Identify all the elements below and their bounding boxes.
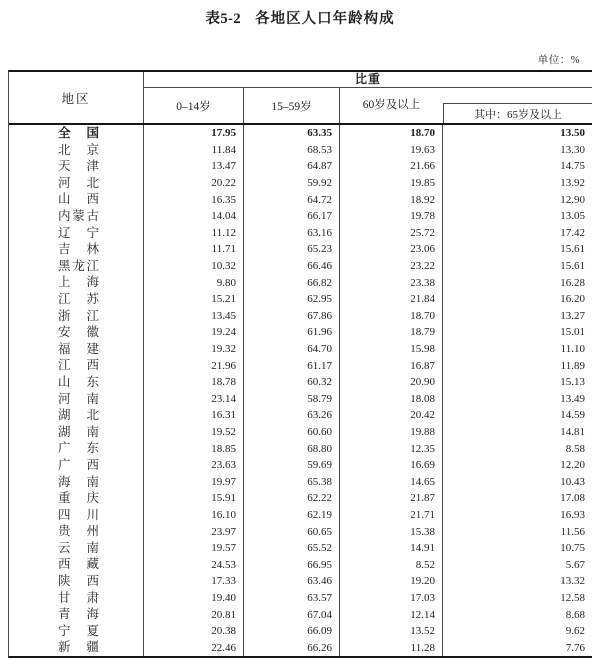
value-cell: 13.52: [340, 623, 443, 640]
region-cell: [9, 225, 144, 242]
value-cell: 7.76: [565, 641, 585, 654]
value-cell: 13.05: [560, 210, 585, 223]
value-cell: 20.42: [340, 407, 443, 424]
region-cell: [9, 341, 144, 358]
value-cell: 63.26: [244, 407, 340, 424]
table-row: [9, 623, 592, 640]
value-cell: 18.78: [144, 374, 244, 391]
region-name: 四川: [58, 507, 99, 522]
value-cell: 13.45: [144, 308, 244, 325]
value-cell: 16.31: [144, 407, 244, 424]
region-name: 浙江: [58, 308, 99, 323]
value-cell: 21.96: [144, 357, 244, 374]
value-cell: 19.57: [144, 540, 244, 557]
value-cell: 68.53: [244, 142, 340, 159]
value-cell: 19.52: [144, 424, 244, 441]
value-cell: 60.65: [244, 523, 340, 540]
region-name: 重庆: [58, 491, 99, 506]
value-cell: 66.82: [244, 274, 340, 291]
value-cell: 20.81: [144, 606, 244, 623]
region-cell: [9, 158, 144, 175]
table-row: [9, 391, 592, 408]
table-row: [9, 573, 592, 590]
value-cell: 10.43: [560, 475, 585, 488]
region-cell: [9, 142, 144, 159]
value-cell: 14.04: [144, 208, 244, 225]
value-cell: 16.87: [340, 357, 443, 374]
value-cell: 20.90: [340, 374, 443, 391]
table-row: [9, 540, 592, 557]
value-cell: 65.52: [244, 540, 340, 557]
value-cell: 65.38: [244, 473, 340, 490]
value-cell: 19.40: [144, 590, 244, 607]
value-cell: 12.90: [560, 193, 585, 206]
value-cell: 14.81: [560, 425, 585, 438]
value-cell: 68.80: [244, 440, 340, 457]
value-cell: 5.67: [565, 558, 585, 571]
value-cell: 23.97: [144, 523, 244, 540]
value-cell: 17.03: [340, 590, 443, 607]
value-cell: 10.75: [560, 542, 585, 555]
value-cell: 14.59: [560, 409, 585, 422]
region-name: 河南: [58, 391, 99, 406]
value-cell: 67.04: [244, 606, 340, 623]
region-name: 广西: [58, 457, 99, 472]
col-header-age-0-14: 0–14岁: [144, 88, 244, 123]
value-cell: 63.35: [244, 125, 340, 142]
value-cell: 13.27: [560, 309, 585, 322]
region-cell: [9, 440, 144, 457]
region-cell: [9, 507, 144, 524]
value-cell: 18.85: [144, 440, 244, 457]
value-cell: 61.17: [244, 357, 340, 374]
value-cell: 11.71: [144, 241, 244, 258]
value-cell: 11.56: [560, 525, 585, 538]
value-cell: 25.72: [340, 225, 443, 242]
region-cell: [9, 457, 144, 474]
value-cell: 59.69: [244, 457, 340, 474]
value-cell: 17.08: [560, 492, 585, 505]
table-row: [9, 357, 592, 374]
value-cell: 15.21: [144, 291, 244, 308]
region-cell: [9, 125, 144, 142]
region-cell: [9, 606, 144, 623]
value-cell: 12.20: [560, 459, 585, 472]
value-cell: 12.35: [340, 440, 443, 457]
value-cell: 15.98: [340, 341, 443, 358]
region-name: 海南: [58, 474, 99, 489]
value-cell: 20.22: [144, 175, 244, 192]
region-cell: [9, 473, 144, 490]
value-cell: 21.87: [340, 490, 443, 507]
value-cell: 12.14: [340, 606, 443, 623]
value-cell: 66.46: [244, 258, 340, 275]
region-name: 云南: [58, 540, 99, 555]
table-row: [9, 440, 592, 457]
region-cell: [9, 308, 144, 325]
region-cell: [9, 490, 144, 507]
region-name: 江苏: [58, 291, 99, 306]
value-cell: 63.46: [244, 573, 340, 590]
sub-header-row: [144, 88, 592, 123]
value-cell: 23.14: [144, 391, 244, 408]
region-cell: [9, 523, 144, 540]
value-cell: 9.80: [144, 274, 244, 291]
value-cell: 12.58: [560, 591, 585, 604]
value-cell: 63.16: [244, 225, 340, 242]
value-cell: 19.32: [144, 341, 244, 358]
table-body: [9, 125, 592, 656]
value-cell: 66.17: [244, 208, 340, 225]
value-cell: 15.91: [144, 490, 244, 507]
statistics-table: [8, 70, 592, 658]
table-row: [9, 606, 592, 623]
value-cell: 13.47: [144, 158, 244, 175]
value-cell: 8.68: [565, 608, 585, 621]
value-cell: 23.38: [340, 274, 443, 291]
region-cell: [9, 291, 144, 308]
value-cell: 61.96: [244, 324, 340, 341]
value-cell: 17.33: [144, 573, 244, 590]
region-name: 辽宁: [58, 225, 99, 240]
region-cell: [9, 590, 144, 607]
table-row: [9, 258, 592, 275]
value-cell: 13.50: [560, 127, 585, 140]
value-cell: 13.32: [560, 575, 585, 588]
region-name: 陕西: [58, 574, 99, 589]
region-name: 北京: [58, 142, 99, 157]
region-cell: [9, 424, 144, 441]
table-row: [9, 556, 592, 573]
value-cell: 15.61: [560, 243, 585, 256]
region-name: 江西: [58, 358, 99, 373]
region-name: 新疆: [58, 640, 99, 655]
region-cell: [9, 191, 144, 208]
region-name: 全国: [58, 126, 99, 141]
region-cell: [9, 407, 144, 424]
col-header-age-65-plus: 其中：65岁及以上: [443, 103, 592, 123]
table-row: [9, 507, 592, 524]
table-row: [9, 308, 592, 325]
table-row: [9, 424, 592, 441]
table-row: [9, 291, 592, 308]
table-row: [9, 142, 592, 159]
table-row: [9, 274, 592, 291]
table-row: [9, 225, 592, 242]
value-cell: 60.60: [244, 424, 340, 441]
value-cell: 62.22: [244, 490, 340, 507]
table-row: [9, 324, 592, 341]
value-cell: 18.79: [340, 324, 443, 341]
region-name: 湖北: [58, 408, 99, 423]
region-cell: [9, 241, 144, 258]
value-cell: 16.35: [144, 191, 244, 208]
value-cell: 62.95: [244, 291, 340, 308]
region-name: 内蒙古: [58, 209, 99, 224]
table-row: [9, 457, 592, 474]
table-row: [9, 490, 592, 507]
region-cell: [9, 357, 144, 374]
value-cell: 8.52: [340, 556, 443, 573]
region-name: 吉林: [58, 242, 99, 257]
table-title: 各地区人口年龄构成: [255, 11, 395, 27]
value-cell: 19.97: [144, 473, 244, 490]
region-name: 山东: [58, 374, 99, 389]
value-cell: 11.89: [560, 359, 585, 372]
column-group-header: 比重: [144, 72, 592, 88]
region-cell: [9, 374, 144, 391]
value-cell: 18.92: [340, 191, 443, 208]
value-cell: 19.63: [340, 142, 443, 159]
col-header-age-60-plus: 60岁及以上: [362, 98, 421, 111]
region-column-header: 地区: [9, 72, 144, 123]
table-row: [9, 374, 592, 391]
value-cell: 60.32: [244, 374, 340, 391]
value-cell: 15.01: [560, 326, 585, 339]
value-cell: 17.42: [560, 226, 585, 239]
region-cell: [9, 391, 144, 408]
region-name: 天津: [58, 159, 99, 174]
table-row: [9, 208, 592, 225]
region-cell: [9, 258, 144, 275]
value-cell: 67.86: [244, 308, 340, 325]
region-name: 西藏: [58, 557, 99, 572]
table-row: [9, 125, 592, 142]
value-cell: 11.10: [560, 343, 585, 356]
value-cell: 19.88: [340, 424, 443, 441]
value-cell: 19.20: [340, 573, 443, 590]
region-name: 福建: [58, 341, 99, 356]
value-cell: 21.84: [340, 291, 443, 308]
region-cell: [9, 556, 144, 573]
value-cell: 22.46: [144, 639, 244, 656]
value-cell: 65.23: [244, 241, 340, 258]
value-cell: 13.30: [560, 143, 585, 156]
value-cell: 66.26: [244, 639, 340, 656]
region-cell: [9, 175, 144, 192]
value-cell: 16.69: [340, 457, 443, 474]
region-cell: [9, 639, 144, 656]
value-cell: 13.49: [560, 392, 585, 405]
region-name: 甘肃: [58, 590, 99, 605]
value-cell: 58.79: [244, 391, 340, 408]
table-row: [9, 175, 592, 192]
value-cell: 64.87: [244, 158, 340, 175]
value-cell: 15.38: [340, 523, 443, 540]
value-cell: 19.24: [144, 324, 244, 341]
value-cell: 16.10: [144, 507, 244, 524]
value-cell: 24.53: [144, 556, 244, 573]
value-cell: 9.62: [565, 625, 585, 638]
value-cell: 15.13: [560, 376, 585, 389]
value-cell: 16.28: [560, 276, 585, 289]
table-row: [9, 158, 592, 175]
value-cell: 15.61: [560, 260, 585, 273]
table-row: [9, 341, 592, 358]
region-cell: [9, 623, 144, 640]
table-header: [9, 72, 592, 125]
table-row: [9, 241, 592, 258]
region-name: 黑龙江: [58, 258, 99, 273]
value-cell: 23.63: [144, 457, 244, 474]
value-cell: 11.12: [144, 225, 244, 242]
page-title: [0, 7, 600, 28]
region-cell: [9, 324, 144, 341]
value-cell: 59.92: [244, 175, 340, 192]
value-cell: 23.06: [340, 241, 443, 258]
col-header-age-15-59: 15–59岁: [244, 88, 340, 123]
region-cell: [9, 573, 144, 590]
region-name: 山西: [58, 192, 99, 207]
region-name: 湖南: [58, 424, 99, 439]
value-cell: 64.70: [244, 341, 340, 358]
table-row: [9, 407, 592, 424]
region-name: 上海: [58, 275, 99, 290]
region-cell: [9, 274, 144, 291]
table-number: 表5-2: [205, 11, 242, 27]
value-cell: 64.72: [244, 191, 340, 208]
table-row: [9, 590, 592, 607]
table-row: [9, 523, 592, 540]
value-cell: 16.20: [560, 293, 585, 306]
value-cell: 20.38: [144, 623, 244, 640]
table-row: [9, 191, 592, 208]
region-name: 安徽: [58, 325, 99, 340]
value-cell: 16.93: [560, 508, 585, 521]
value-cell: 23.22: [340, 258, 443, 275]
value-cell: 21.71: [340, 507, 443, 524]
value-cell: 11.28: [340, 639, 443, 656]
region-name: 宁夏: [58, 623, 99, 638]
value-cell: 14.75: [560, 160, 585, 173]
value-cell: 18.70: [340, 125, 443, 142]
col-header-age-60-group: [340, 88, 592, 123]
value-cell: 66.95: [244, 556, 340, 573]
value-cell: 18.08: [340, 391, 443, 408]
value-cell: 13.92: [560, 177, 585, 190]
value-cell: 11.84: [144, 142, 244, 159]
value-cell: 66.09: [244, 623, 340, 640]
value-cell: 14.65: [340, 473, 443, 490]
region-cell: [9, 540, 144, 557]
value-cell: 14.91: [340, 540, 443, 557]
value-cell: 19.85: [340, 175, 443, 192]
value-cell: 21.66: [340, 158, 443, 175]
value-cell: 10.32: [144, 258, 244, 275]
value-cell: 62.19: [244, 507, 340, 524]
value-cell: 19.78: [340, 208, 443, 225]
value-cell: 8.58: [565, 442, 585, 455]
table-row: [9, 473, 592, 490]
table-row: [9, 639, 592, 656]
region-name: 贵州: [58, 524, 99, 539]
unit-label: 单位：%: [537, 55, 580, 66]
value-cell: 63.57: [244, 590, 340, 607]
region-cell: [9, 208, 144, 225]
value-cell: 18.70: [340, 308, 443, 325]
region-name: 青海: [58, 607, 99, 622]
value-cell: 17.95: [144, 125, 244, 142]
region-name: 河北: [58, 175, 99, 190]
region-name: 广东: [58, 441, 99, 456]
